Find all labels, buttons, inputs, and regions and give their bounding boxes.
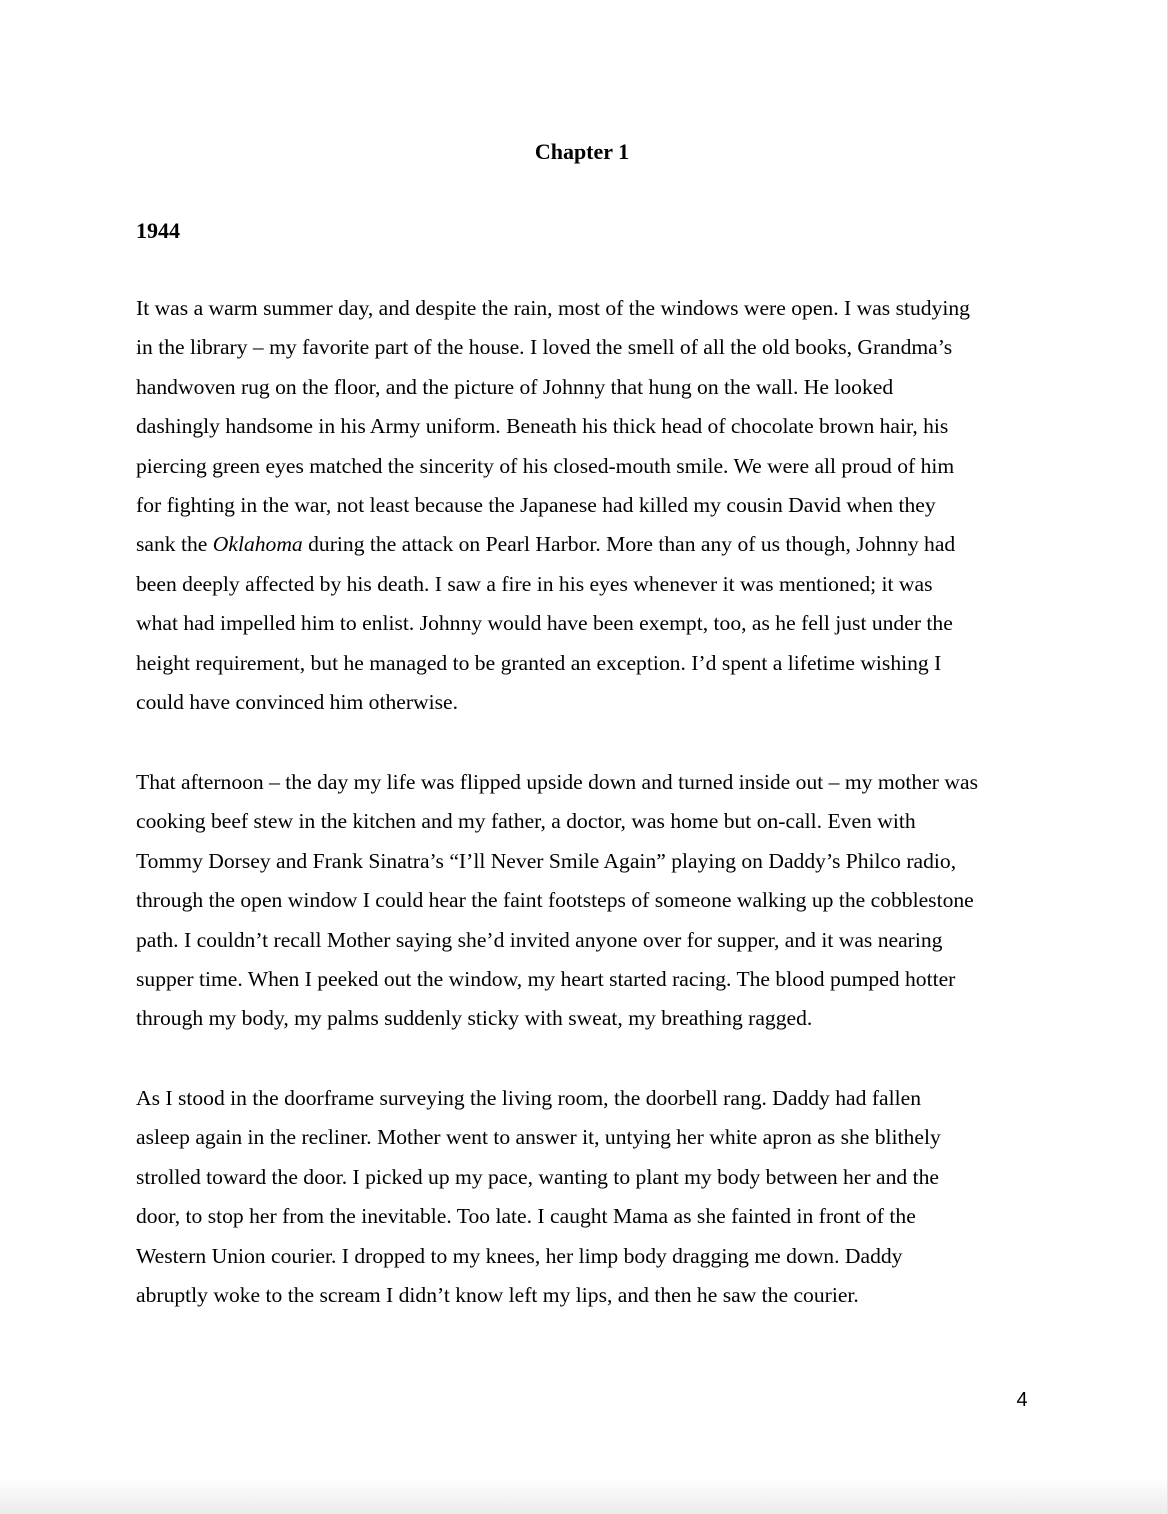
page-bottom-shadow: [0, 1478, 1168, 1514]
ship-name-italic: Oklahoma: [212, 532, 303, 557]
paragraph-3: [136, 1079, 1036, 1315]
paragraph-line: Tommy Dorsey and Frank Sinatra’s “I’ll Never Smile Again” playing on Daddy’s Philco radio,: [136, 848, 957, 873]
paragraph-line: height requirement, but he managed to be granted an exception. I’d spent a lifetime wishing I: [136, 650, 942, 675]
paragraph-line: supper time. When I peeked out the window, my heart started racing. The blood pumped hotter: [136, 967, 956, 992]
year-heading: 1944: [136, 218, 180, 243]
paragraph-line-with-italic: [136, 525, 1036, 564]
paragraph-line: dashingly handsome in his Army uniform. Beneath his thick head of chocolate brown hair, his: [136, 414, 949, 439]
paragraph-line: As I stood in the doorframe surveying the living room, the doorbell rang. Daddy had fallen: [136, 1086, 921, 1110]
paragraph-1: [136, 289, 1036, 722]
paragraph-line: abruptly woke to the scream I didn’t know left my lips, and then he saw the courier.: [136, 1283, 859, 1308]
page-number: 4: [1016, 1389, 1028, 1411]
paragraph-line: door, to stop her from the inevitable. Too late. I caught Mama as she fainted in front of the: [136, 1204, 916, 1229]
line-text-after: during the attack on Pearl Harbor. More than any of us though, Johnny had: [302, 532, 956, 557]
paragraph-line: in the library – my favorite part of the house. I loved the smell of all the old books, Grandma’s: [136, 335, 953, 360]
paragraph-line: been deeply affected by his death. I saw a fire in his eyes whenever it was mentioned; it was: [136, 571, 933, 596]
paragraph-line: for fighting in the war, not least because the Japanese had killed my cousin David when they: [136, 493, 936, 518]
paragraph-line: handwoven rug on the floor, and the picture of Johnny that hung on the wall. He looked: [136, 374, 894, 399]
chapter-title: Chapter 1: [534, 139, 630, 164]
paragraph-line: Western Union courier. I dropped to my knees, her limp body dragging me down. Daddy: [136, 1243, 903, 1268]
paragraph-line: It was a warm summer day, and despite the rain, most of the windows were open. I was studying: [136, 296, 970, 320]
paragraph-2: [136, 763, 1036, 1039]
paragraph-line: cooking beef stew in the kitchen and my father, a doctor, was home but on-call. Even with: [136, 809, 916, 834]
paragraph-line: through the open window I could hear the faint footsteps of someone walking up the cobblestone: [136, 888, 974, 913]
paragraph-line: strolled toward the door. I picked up my pace, wanting to plant my body between her and the: [136, 1164, 939, 1189]
line-text-before: sank the: [136, 532, 213, 557]
paragraph-line: piercing green eyes matched the sincerity of his closed-mouth smile. We were all proud of him: [136, 453, 955, 478]
paragraph-line: asleep again in the recliner. Mother went to answer it, untying her white apron as she blithely: [136, 1125, 941, 1150]
paragraph-line: path. I couldn’t recall Mother saying she’d invited anyone over for supper, and it was nearing: [136, 927, 943, 952]
paragraph-line: through my body, my palms suddenly sticky with sweat, my breathing ragged.: [136, 1006, 813, 1031]
paragraph-line: what had impelled him to enlist. Johnny would have been exempt, too, as he fell just under the: [136, 611, 953, 636]
paragraph-line: That afternoon – the day my life was flipped upside down and turned inside out – my mother was: [136, 770, 978, 794]
paragraph-line: could have convinced him otherwise.: [136, 690, 459, 715]
